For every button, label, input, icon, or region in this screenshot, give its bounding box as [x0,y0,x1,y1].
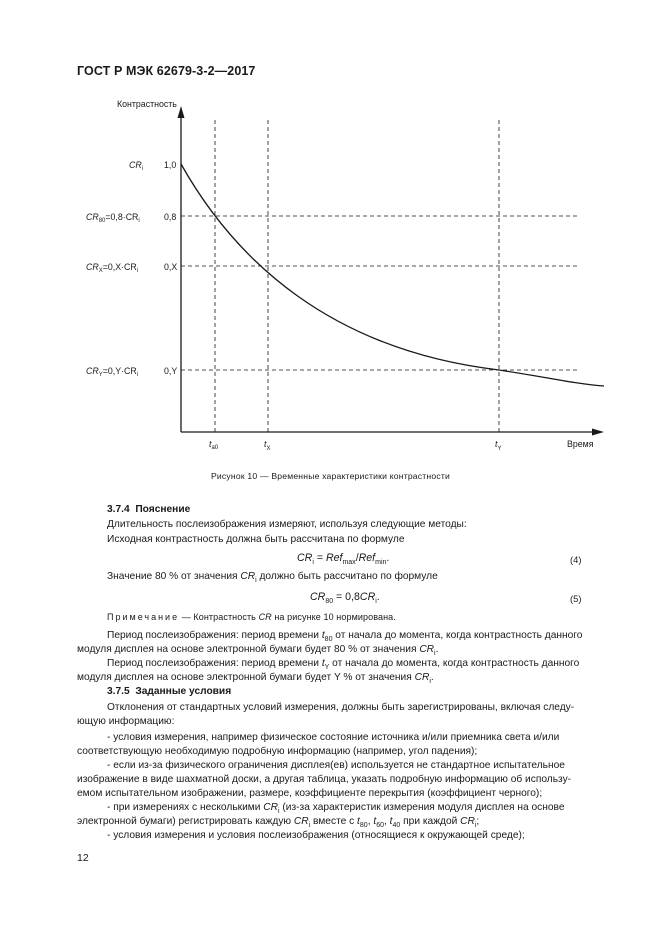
paragraph-line: модуля дисплея на основе электронной бумаги будет 80 % от значения $CR_i$. [77,644,439,658]
list-item: - при измерениях с несколькими $CR_i$ (из-за характеристик измерения модуля дисплея на основе [107,802,565,816]
x-axis-label: Время [567,439,594,449]
list-item: - условия измерения, например физическое состояние источника и/или приемника света и/или [107,732,560,743]
label-crx: $CR_X=0,X\cdot CR_i$ [86,262,139,274]
paragraph: Отклонения от стандартных условий измерения, должны быть зарегистрированы, включая следу- [107,702,575,713]
label-cr80: $CR_{80}=0,8\cdot CR_i$ [86,212,140,224]
paragraph: Исходная контрастность должна быть рассчитана по формуле [107,534,405,545]
list-item: - если из-за физического ограничения дисплея(ев) используется не стандартное испытательное [107,760,565,771]
y-tick-1: 1,0 [164,160,177,170]
x-axis-arrow [592,429,604,436]
list-item-line: изображение в виде шахматной доски, а другая таблица, указать подробную информацию об использу- [77,774,572,785]
list-item-line: соответствующую необходимую подробную информацию (например, угол падения); [77,746,478,757]
paragraph-line: модуля дисплея на основе электронной бумаги будет Y % от значения $CR_i$. [77,672,434,686]
formula-number-4: (4) [570,554,582,565]
section-heading-374: 3.7.4 Пояснение [107,504,191,515]
label-cri: $CR_i$ [129,160,144,172]
y-axis-arrow [178,106,185,118]
list-item: - условия измерения и условия послеизображения (относящиеся к окружающей среде); [107,830,525,841]
x-tick-ty: $t_Y$ [495,439,502,452]
x-tick-ta0: $t_{a0}$ [209,439,219,451]
formula-4: $CR_i = Ref_{max}/Ref_{min}$. [297,552,390,567]
formula-5: $CR_{80} = 0,8CR_i$. [310,591,380,606]
x-tick-tx: $t_X$ [264,439,271,452]
list-item-line: электронной бумаги) регистрировать каждую $CR_i$ вместе с $t_{80}$, $t_{60}$, $t_{40}$ при каждой $CR_i$; [77,816,480,830]
contrast-curve [181,164,604,386]
y-tick-0y: 0,Y [164,366,178,376]
figure-caption: Рисунок 10 — Временные характеристики контрастности [211,471,450,481]
label-cry: $CR_Y=0,Y\cdot CR_i$ [86,366,139,378]
paragraph: Период послеизображения: период времени $t_{80}$ от начала до момента, когда контрастность данного [107,630,583,644]
y-axis-label: Контрастность [117,99,177,109]
paragraph: Длительность послеизображения измеряют, используя следующие методы: [107,519,467,530]
y-tick-0x: 0,X [164,262,178,272]
list-item-line: емом испытательном изображении, размере, коэффициенте перекрытия (коэффициент черного); [77,788,543,799]
paragraph: Значение 80 % от значения $CR_i$ должно быть рассчитано по формуле [107,571,438,585]
note: Примечание — Контрастность CR на рисунке 10 нормирована. [107,612,396,622]
document-header: ГОСТ Р МЭК 62679-3-2—2017 [77,64,256,78]
section-heading-375: 3.7.5 Заданные условия [107,686,232,697]
page-number: 12 [77,852,89,864]
paragraph-line: ющую информацию: [77,716,175,727]
y-tick-08: 0,8 [164,212,177,222]
paragraph: Период послеизображения: период времени $t_Y$ от начала до момента, когда контрастность данного [107,658,580,672]
formula-number-5: (5) [570,593,582,604]
